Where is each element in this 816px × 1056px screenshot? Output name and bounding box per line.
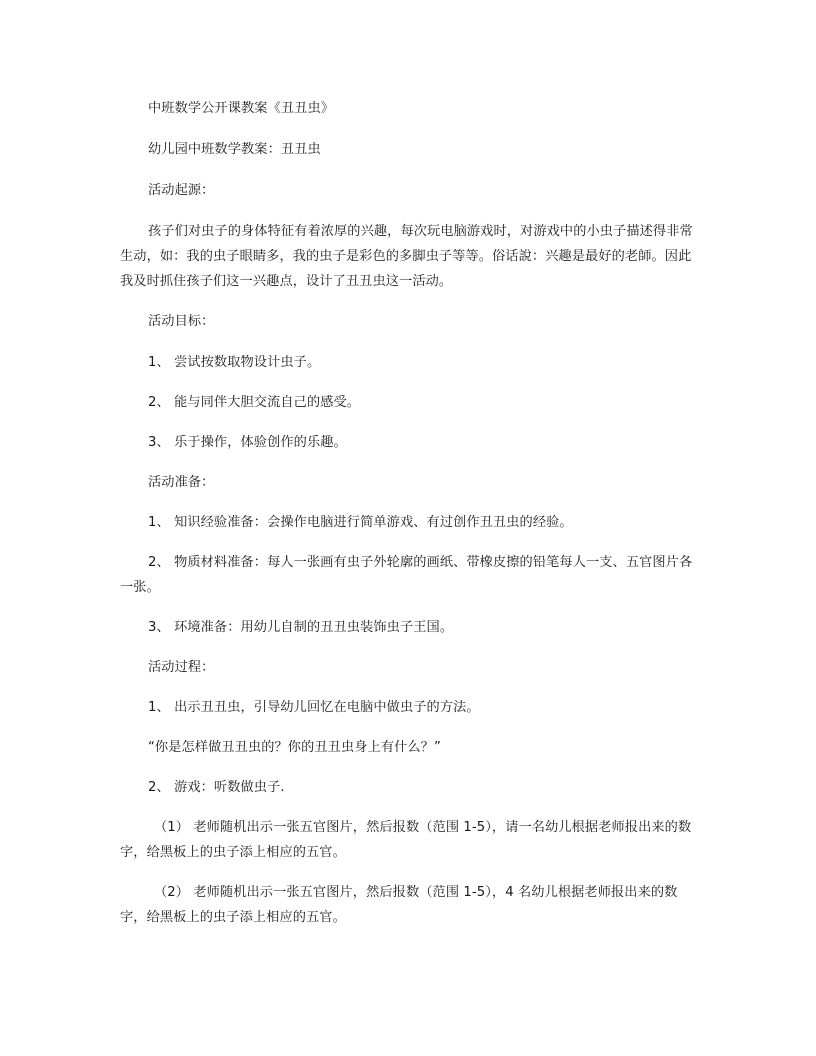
process-quote: “你是怎样做丑丑虫的？你的丑丑虫身上有什么？” <box>148 740 441 755</box>
process-item-1: 1、 出示丑丑虫，引导幼儿回忆在电脑中做虫子的方法。 <box>148 700 480 715</box>
prep-item-2: 2、 物质材料准备：每人一张画有虫子外轮廓的画纸、带橡皮擦的铅笔每人一支、五官图片各一张。 <box>120 555 693 595</box>
origin-heading: 活动起源： <box>148 183 215 198</box>
goal-item-1: 1、 尝试按数取物设计虫子。 <box>148 355 321 370</box>
goals-heading: 活动目标： <box>148 314 215 329</box>
process-item-2: 2、 游戏：听数做虫子. <box>148 780 285 795</box>
prep-item-3: 3、 环境准备：用幼儿自制的丑丑虫装饰虫子王国。 <box>148 620 454 635</box>
process-subitem-2: （2） 老师随机出示一张五官图片，然后报数（范围 1-5），4 名幼儿根据老师报出来的数字，给黑板上的虫子添上相应的五官。 <box>120 885 678 925</box>
document-subtitle: 幼儿园中班数学教案：丑丑虫 <box>148 142 321 157</box>
origin-paragraph: 孩子们对虫子的身体特征有着浓厚的兴趣，每次玩电脑游戏时，对游戏中的小虫子描述得非常生动，如：我的虫子眼睛多，我的虫子是彩色的多脚虫子等等。俗话說：兴趣是最好的老師。因此我及时抓住孩子们这一兴趣点，设计了丑丑虫这一活动。 <box>120 224 693 289</box>
process-subitem-1: （1） 老师随机出示一张五官图片，然后报数（范围 1-5），请一名幼儿根据老师报出来的数字，给黑板上的虫子添上相应的五官。 <box>120 820 692 860</box>
process-heading: 活动过程： <box>148 660 215 675</box>
goal-item-3: 3、 乐于操作，体验创作的乐趣。 <box>148 435 347 450</box>
document-title: 中班数学公开课教案《丑丑虫》 <box>148 101 335 116</box>
prep-item-1: 1、 知识经验准备：会操作电脑进行简单游戏、有过创作丑丑虫的经验。 <box>148 515 573 530</box>
prep-heading: 活动准备： <box>148 475 215 490</box>
goal-item-2: 2、 能与同伴大胆交流自己的感受。 <box>148 395 361 410</box>
